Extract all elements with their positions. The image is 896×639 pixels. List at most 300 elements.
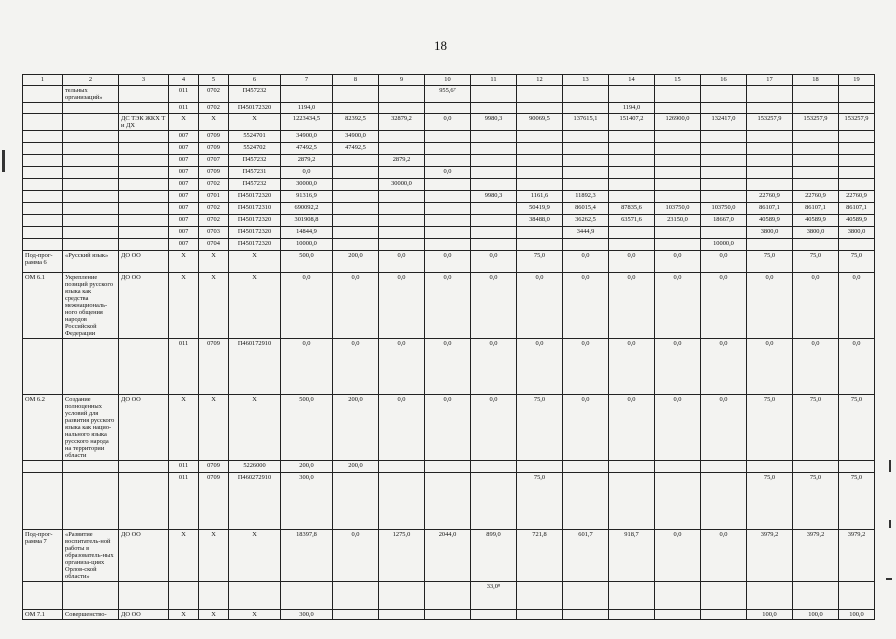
table-cell <box>23 86 63 103</box>
table-cell <box>63 143 119 155</box>
table-cell <box>281 86 333 103</box>
table-cell: П450172320 <box>229 239 281 251</box>
table-cell: ОМ 7.1 <box>23 610 63 620</box>
table-cell: Х <box>169 114 199 131</box>
table-cell: 0703 <box>199 227 229 239</box>
table-cell <box>517 610 563 620</box>
table-cell: 90069,5 <box>517 114 563 131</box>
table-cell: 75,0 <box>793 251 839 273</box>
table-cell <box>471 461 517 473</box>
table-cell: Х <box>229 395 281 461</box>
table-cell: 690092,2 <box>281 203 333 215</box>
table-cell <box>517 227 563 239</box>
table-cell: Х <box>229 273 281 339</box>
table-row <box>23 339 875 395</box>
table-cell <box>23 191 63 203</box>
table-cell <box>63 473 119 530</box>
table-cell <box>701 103 747 114</box>
table-cell: 301908,8 <box>281 215 333 227</box>
table-row <box>23 167 875 179</box>
table-cell <box>655 227 701 239</box>
table-cell: Создание полноценных условий для развития русского языка как нацио-нального языка русского народа на территории области <box>63 395 119 461</box>
table-cell: 75,0 <box>747 395 793 461</box>
table-row <box>23 251 875 273</box>
table-cell: 0,0 <box>425 167 471 179</box>
table-cell: 0,0 <box>281 167 333 179</box>
table-cell: 3800,0 <box>839 227 875 239</box>
table-cell <box>119 215 169 227</box>
table-cell: «Развитие воспитатель-ной работы в образователь-ных организа-циях Орлов-ской области» <box>63 530 119 582</box>
table-cell <box>23 582 63 610</box>
table-cell <box>379 610 425 620</box>
table-cell: Х <box>199 273 229 339</box>
table-cell <box>747 143 793 155</box>
table-cell <box>655 461 701 473</box>
table-cell <box>701 473 747 530</box>
table-cell <box>379 167 425 179</box>
column-number: 7 <box>281 75 333 86</box>
table-cell: 0,0 <box>701 273 747 339</box>
table-cell: ДО ОО <box>119 395 169 461</box>
table-cell <box>747 179 793 191</box>
table-cell <box>839 582 875 610</box>
table-cell <box>701 86 747 103</box>
right-margin-mark <box>889 520 891 528</box>
table-cell: 0,0 <box>747 339 793 395</box>
table-cell <box>563 155 609 167</box>
table-cell: П457232 <box>229 86 281 103</box>
table-cell: 63571,6 <box>609 215 655 227</box>
table-cell: 0709 <box>199 167 229 179</box>
table-cell <box>747 155 793 167</box>
table-cell: 0702 <box>199 103 229 114</box>
table-row <box>23 395 875 461</box>
table-cell: 200,0 <box>333 251 379 273</box>
table-cell: 75,0 <box>517 395 563 461</box>
table-cell <box>471 179 517 191</box>
table-cell: 23150,0 <box>655 215 701 227</box>
table-cell <box>379 103 425 114</box>
table-cell: 0,0 <box>517 339 563 395</box>
table-cell <box>333 191 379 203</box>
table-cell: 0,0 <box>609 251 655 273</box>
column-number: 17 <box>747 75 793 86</box>
table-cell <box>839 179 875 191</box>
table-cell: 0,0 <box>747 273 793 339</box>
table-cell: 011 <box>169 86 199 103</box>
table-cell: 0,0 <box>793 273 839 339</box>
table-cell <box>793 239 839 251</box>
table-cell <box>119 143 169 155</box>
table-cell: 300,0 <box>281 610 333 620</box>
table-cell: 82392,5 <box>333 114 379 131</box>
table-cell: 1194,0 <box>609 103 655 114</box>
table-cell: 0707 <box>199 155 229 167</box>
table-cell <box>333 227 379 239</box>
table-cell <box>563 461 609 473</box>
table-cell <box>63 167 119 179</box>
table-cell <box>119 339 169 395</box>
table-cell <box>839 461 875 473</box>
table-cell: ОМ 6.2 <box>23 395 63 461</box>
table-cell: 0,0 <box>379 395 425 461</box>
right-margin-mark <box>889 460 891 472</box>
table-cell <box>701 191 747 203</box>
table-cell: 9980,3 <box>471 114 517 131</box>
table-cell: 007 <box>169 239 199 251</box>
table-cell <box>23 167 63 179</box>
table-row <box>23 143 875 155</box>
table-cell: 0,0 <box>379 339 425 395</box>
column-number: 4 <box>169 75 199 86</box>
table-cell <box>655 167 701 179</box>
table-cell <box>563 167 609 179</box>
table-cell <box>609 143 655 155</box>
column-number: 12 <box>517 75 563 86</box>
table-cell: 75,0 <box>793 473 839 530</box>
table-cell: Х <box>199 395 229 461</box>
table-cell <box>379 203 425 215</box>
table-cell <box>839 143 875 155</box>
table-cell: 007 <box>169 203 199 215</box>
column-number: 1 <box>23 75 63 86</box>
table-cell <box>747 103 793 114</box>
table-cell: 0,0 <box>517 273 563 339</box>
budget-table <box>22 74 875 620</box>
table-cell: 47492,5 <box>281 143 333 155</box>
table-cell: П450172320 <box>229 227 281 239</box>
table-cell: П460272910 <box>229 473 281 530</box>
table-cell <box>23 114 63 131</box>
table-cell: 2044,0 <box>425 530 471 582</box>
table-cell <box>23 239 63 251</box>
table-cell: 0,0 <box>425 395 471 461</box>
table-cell: 100,0 <box>793 610 839 620</box>
table-cell <box>425 215 471 227</box>
table-cell <box>23 473 63 530</box>
table-cell <box>793 167 839 179</box>
table-cell <box>517 155 563 167</box>
table-cell <box>701 610 747 620</box>
table-cell: Х <box>229 530 281 582</box>
table-cell <box>63 131 119 143</box>
table-cell <box>563 143 609 155</box>
table-cell: 11892,3 <box>563 191 609 203</box>
table-cell: 100,0 <box>839 610 875 620</box>
table-cell: 1161,6 <box>517 191 563 203</box>
table-cell: 151407,2 <box>609 114 655 131</box>
table-cell: 75,0 <box>839 473 875 530</box>
table-cell: Х <box>199 251 229 273</box>
table-cell: 0704 <box>199 239 229 251</box>
table-cell <box>119 103 169 114</box>
table-cell: 007 <box>169 179 199 191</box>
table-cell: 011 <box>169 461 199 473</box>
table-cell <box>471 155 517 167</box>
table-cell: 955,6⁷ <box>425 86 471 103</box>
table-cell: 2879,2 <box>281 155 333 167</box>
table-cell: Х <box>199 114 229 131</box>
table-cell: 75,0 <box>839 251 875 273</box>
table-cell: 3979,2 <box>747 530 793 582</box>
table-cell: 75,0 <box>517 473 563 530</box>
table-cell: 153257,9 <box>839 114 875 131</box>
table-row <box>23 114 875 131</box>
table-cell <box>471 239 517 251</box>
table-cell: 137615,1 <box>563 114 609 131</box>
table-cell: 0,0 <box>701 395 747 461</box>
table-cell <box>23 155 63 167</box>
table-cell <box>701 179 747 191</box>
table-cell <box>655 86 701 103</box>
table-cell <box>425 610 471 620</box>
table-row <box>23 203 875 215</box>
table-cell: 75,0 <box>747 251 793 273</box>
table-cell: П450172320 <box>229 215 281 227</box>
table-cell: 0702 <box>199 203 229 215</box>
table-cell <box>793 582 839 610</box>
table-cell <box>425 582 471 610</box>
table-cell <box>63 582 119 610</box>
table-cell: 40589,9 <box>793 215 839 227</box>
table-cell <box>471 131 517 143</box>
table-cell <box>517 103 563 114</box>
table-cell <box>333 473 379 530</box>
table-cell <box>23 203 63 215</box>
table-cell: 0,0 <box>701 251 747 273</box>
table-cell <box>379 227 425 239</box>
table-cell <box>23 215 63 227</box>
table-cell: 007 <box>169 131 199 143</box>
table-cell <box>119 227 169 239</box>
table-cell: 47492,5 <box>333 143 379 155</box>
table-cell: 601,7 <box>563 530 609 582</box>
table-cell <box>701 461 747 473</box>
column-number: 11 <box>471 75 517 86</box>
table-cell <box>793 461 839 473</box>
table-cell: 721,8 <box>517 530 563 582</box>
table-cell: 0,0 <box>471 395 517 461</box>
table-cell: 0,0 <box>701 530 747 582</box>
table-cell: 0,0 <box>425 114 471 131</box>
table-cell <box>517 167 563 179</box>
table-cell <box>119 461 169 473</box>
table-cell: П450172320 <box>229 191 281 203</box>
column-number: 8 <box>333 75 379 86</box>
table-cell: 22760,9 <box>793 191 839 203</box>
table-cell: 0,0 <box>563 395 609 461</box>
table-cell <box>793 86 839 103</box>
table-cell: Х <box>229 114 281 131</box>
table-cell: Укрепление позиций русского языка как средства межнациональ-ного общения народов Российской Федерации <box>63 273 119 339</box>
table-cell <box>425 203 471 215</box>
table-cell: 87835,6 <box>609 203 655 215</box>
table-cell: П450172310 <box>229 203 281 215</box>
table-cell: «Русский язык» <box>63 251 119 273</box>
table-cell: 0709 <box>199 461 229 473</box>
table-cell <box>379 473 425 530</box>
table-cell: 3800,0 <box>747 227 793 239</box>
table-cell: 0702 <box>199 179 229 191</box>
table-cell <box>839 239 875 251</box>
table-cell <box>379 191 425 203</box>
table-cell: 22760,9 <box>747 191 793 203</box>
table-cell: Х <box>169 251 199 273</box>
table-cell: 3979,2 <box>839 530 875 582</box>
table-cell <box>747 131 793 143</box>
table-cell <box>701 582 747 610</box>
column-number: 14 <box>609 75 655 86</box>
table-cell: 0709 <box>199 473 229 530</box>
table-cell <box>63 114 119 131</box>
table-cell <box>379 86 425 103</box>
table-cell: 200,0 <box>333 395 379 461</box>
table-cell <box>333 155 379 167</box>
table-cell <box>333 167 379 179</box>
table-cell <box>425 461 471 473</box>
table-row <box>23 273 875 339</box>
table-cell <box>119 191 169 203</box>
table-cell <box>655 179 701 191</box>
table-cell: 36262,5 <box>563 215 609 227</box>
table-cell <box>655 239 701 251</box>
table-cell: 0,0 <box>655 395 701 461</box>
table-cell <box>701 155 747 167</box>
column-number: 5 <box>199 75 229 86</box>
table-cell <box>655 610 701 620</box>
table-cell <box>119 179 169 191</box>
table-cell: 103750,0 <box>655 203 701 215</box>
table-cell <box>63 203 119 215</box>
table-row <box>23 86 875 103</box>
table-cell: 132417,0 <box>701 114 747 131</box>
table-cell: 0,0 <box>655 251 701 273</box>
table-cell: 007 <box>169 191 199 203</box>
table-cell <box>63 179 119 191</box>
table-cell <box>471 86 517 103</box>
table-cell <box>379 143 425 155</box>
table-cell: 007 <box>169 167 199 179</box>
table-cell: 14844,9 <box>281 227 333 239</box>
table-cell <box>379 582 425 610</box>
table-cell <box>563 179 609 191</box>
table-row <box>23 155 875 167</box>
table-cell: ДО ОО <box>119 251 169 273</box>
table-row <box>23 610 875 620</box>
table-cell: 0,0 <box>563 339 609 395</box>
table-cell: 0,0 <box>379 251 425 273</box>
table-cell: Х <box>199 610 229 620</box>
table-cell <box>793 155 839 167</box>
table-row <box>23 582 875 610</box>
table-cell: 30000,0 <box>379 179 425 191</box>
table-cell: 0,0 <box>655 339 701 395</box>
table-cell: 103750,0 <box>701 203 747 215</box>
table-cell <box>23 339 63 395</box>
table-cell <box>609 239 655 251</box>
table-cell <box>471 143 517 155</box>
table-cell: 5524701 <box>229 131 281 143</box>
table-cell <box>471 103 517 114</box>
table-cell: 0,0 <box>333 273 379 339</box>
table-cell: 1223434,5 <box>281 114 333 131</box>
table-cell <box>839 131 875 143</box>
column-number: 18 <box>793 75 839 86</box>
table-cell <box>563 86 609 103</box>
table-cell <box>839 86 875 103</box>
table-cell <box>563 103 609 114</box>
table-row <box>23 239 875 251</box>
table-cell <box>655 155 701 167</box>
table-cell: 0,0 <box>425 339 471 395</box>
table-cell <box>563 473 609 530</box>
table-cell <box>63 227 119 239</box>
table-cell <box>471 227 517 239</box>
table-cell: 40589,9 <box>747 215 793 227</box>
table-cell: 3800,0 <box>793 227 839 239</box>
table-cell: 2879,2 <box>379 155 425 167</box>
table-cell: 1275,0 <box>379 530 425 582</box>
table-cell: 007 <box>169 155 199 167</box>
table-cell: Под-прог-рамма 7 <box>23 530 63 582</box>
table-cell <box>701 167 747 179</box>
table-cell: 75,0 <box>839 395 875 461</box>
table-cell <box>23 103 63 114</box>
table-cell: 18667,0 <box>701 215 747 227</box>
table-cell: 9980,3 <box>471 191 517 203</box>
table-cell: 200,0 <box>333 461 379 473</box>
table-cell: 0702 <box>199 215 229 227</box>
table-cell: 0,0 <box>563 273 609 339</box>
table-cell: 75,0 <box>747 473 793 530</box>
table-cell <box>229 582 281 610</box>
table-cell <box>609 131 655 143</box>
table-cell <box>63 191 119 203</box>
table-cell <box>425 239 471 251</box>
table-cell <box>471 473 517 530</box>
table-cell <box>169 582 199 610</box>
table-cell: 0,0 <box>839 339 875 395</box>
table-cell <box>63 339 119 395</box>
table-cell: 0,0 <box>281 339 333 395</box>
table-cell: 0709 <box>199 339 229 395</box>
table-cell <box>609 86 655 103</box>
column-number: 16 <box>701 75 747 86</box>
table-cell: П450172320 <box>229 103 281 114</box>
column-number: 6 <box>229 75 281 86</box>
table-cell: 86107,1 <box>747 203 793 215</box>
table-cell: 0,0 <box>563 251 609 273</box>
table-cell: 86107,1 <box>793 203 839 215</box>
table-row <box>23 179 875 191</box>
column-number-row <box>23 75 875 86</box>
table-cell: 0,0 <box>471 273 517 339</box>
table-cell: 3979,2 <box>793 530 839 582</box>
table-cell: 33,0⁸ <box>471 582 517 610</box>
table-cell: 500,0 <box>281 395 333 461</box>
table-cell <box>609 179 655 191</box>
table-cell <box>701 227 747 239</box>
table-cell <box>655 103 701 114</box>
table-cell <box>563 582 609 610</box>
table-cell <box>563 239 609 251</box>
table-cell <box>655 473 701 530</box>
table-cell: 007 <box>169 143 199 155</box>
table-cell: 918,7 <box>609 530 655 582</box>
table-cell <box>119 167 169 179</box>
table-cell <box>517 239 563 251</box>
table-cell <box>333 103 379 114</box>
